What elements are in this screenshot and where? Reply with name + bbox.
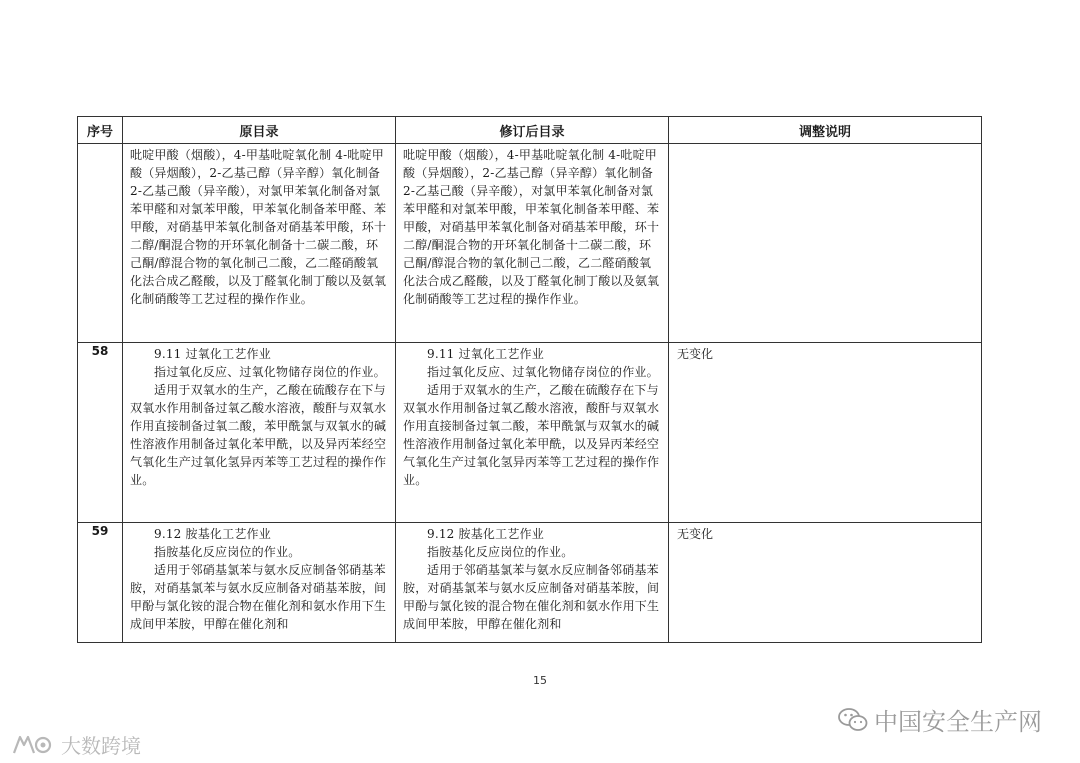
header-revised: 修订后目录 — [396, 117, 669, 144]
row-notes: 无变化 — [669, 523, 982, 643]
paragraph: 吡啶甲酸（烟酸），4-甲基吡啶氧化制 4-吡啶甲酸（异烟酸），2-乙基己醇（异辛醇）氧化制备 2-乙基己酸（异辛酸），对氯甲苯氧化制备对氯苯甲醛和对氯苯甲酸，甲苯氧化制备苯甲醛、苯甲酸，对硝基甲苯氧化制备对硝基苯甲酸，环十二醇/酮混合物的开环氧化制备十二碳二酸，环己酮/醇混合物的氧化制己二酸，乙二醛硝酸氧化法合成乙醛酸，以及丁醛氧化制丁酸以及氨氧化制硝酸等工艺过程的操作作业。 — [403, 148, 660, 306]
row-notes — [669, 144, 982, 343]
paragraph: 吡啶甲酸（烟酸），4-甲基吡啶氧化制 4-吡啶甲酸（异烟酸），2-乙基己醇（异辛醇）氧化制备 2-乙基己酸（异辛酸），对氯甲苯氧化制备对氯苯甲醛和对氯苯甲酸，甲苯氧化制备苯甲醛、苯甲酸，对硝基甲苯氧化制备对硝基苯甲酸，环十二醇/酮混合物的开环氧化制备十二碳二酸，环己酮/醇混合物的氧化制己二酸，乙二醛硝酸氧化法合成乙醛酸，以及丁醛氧化制丁酸以及氨氧化制硝酸等工艺过程的操作作业。 — [130, 148, 387, 306]
watermark-right-text: 中国安全生产网 — [874, 708, 1042, 736]
wechat-icon — [838, 707, 868, 733]
row-revised — [396, 343, 669, 523]
watermark-right — [838, 702, 1042, 737]
table-row — [78, 144, 982, 343]
table-header-row — [78, 117, 982, 144]
brand-logo-icon — [10, 733, 56, 757]
paragraph: 适用于邻硝基氯苯与氨水反应制备邻硝基苯胺，对硝基氯苯与氨水反应制备对硝基苯胺，间甲酚与氯化铵的混合物在催化剂和氨水作用下生成间甲苯胺，甲醇在催化剂和 — [130, 563, 387, 631]
table-row — [78, 523, 982, 643]
row-seq — [78, 144, 123, 343]
paragraph: 指过氧化反应、过氧化物储存岗位的作业。 — [154, 365, 386, 379]
header-seq: 序号 — [78, 117, 123, 144]
row-seq: 58 — [78, 343, 123, 523]
catalog-table — [77, 116, 982, 643]
row-revised — [396, 523, 669, 643]
row-original — [123, 523, 396, 643]
paragraph: 适用于双氧水的生产，乙酸在硫酸存在下与双氧水作用制备过氧乙酸水溶液，酸酐与双氧水作用直接制备过氧二酸，苯甲酰氯与双氧水的碱性溶液作用制备过氧化苯甲酰，以及异丙苯经空气氧化生产过氧化氢异丙苯等工艺过程的操作作业。 — [130, 383, 387, 487]
section-heading: 9.12 胺基化工艺作业 — [154, 527, 271, 541]
watermark-left-text: 大数跨境 — [61, 734, 141, 758]
watermark-left — [10, 730, 141, 759]
paragraph: 指胺基化反应岗位的作业。 — [427, 545, 574, 559]
row-original — [123, 144, 396, 343]
page-number: 15 — [533, 674, 547, 687]
paragraph: 适用于邻硝基氯苯与氨水反应制备邻硝基苯胺，对硝基氯苯与氨水反应制备对硝基苯胺，间甲酚与氯化铵的混合物在催化剂和氨水作用下生成间甲苯胺，甲醇在催化剂和 — [403, 563, 660, 631]
paragraph: 指胺基化反应岗位的作业。 — [154, 545, 301, 559]
section-heading: 9.11 过氧化工艺作业 — [427, 347, 544, 361]
row-notes: 无变化 — [669, 343, 982, 523]
row-original — [123, 343, 396, 523]
header-notes: 调整说明 — [669, 117, 982, 144]
row-seq: 59 — [78, 523, 123, 643]
table-row — [78, 343, 982, 523]
header-original: 原目录 — [123, 117, 396, 144]
paragraph: 适用于双氧水的生产，乙酸在硫酸存在下与双氧水作用制备过氧乙酸水溶液，酸酐与双氧水作用直接制备过氧二酸，苯甲酰氯与双氧水的碱性溶液作用制备过氧化苯甲酰，以及异丙苯经空气氧化生产过氧化氢异丙苯等工艺过程的操作作业。 — [403, 383, 660, 487]
section-heading: 9.11 过氧化工艺作业 — [154, 347, 271, 361]
row-revised — [396, 144, 669, 343]
paragraph: 指过氧化反应、过氧化物储存岗位的作业。 — [427, 365, 659, 379]
section-heading: 9.12 胺基化工艺作业 — [427, 527, 544, 541]
